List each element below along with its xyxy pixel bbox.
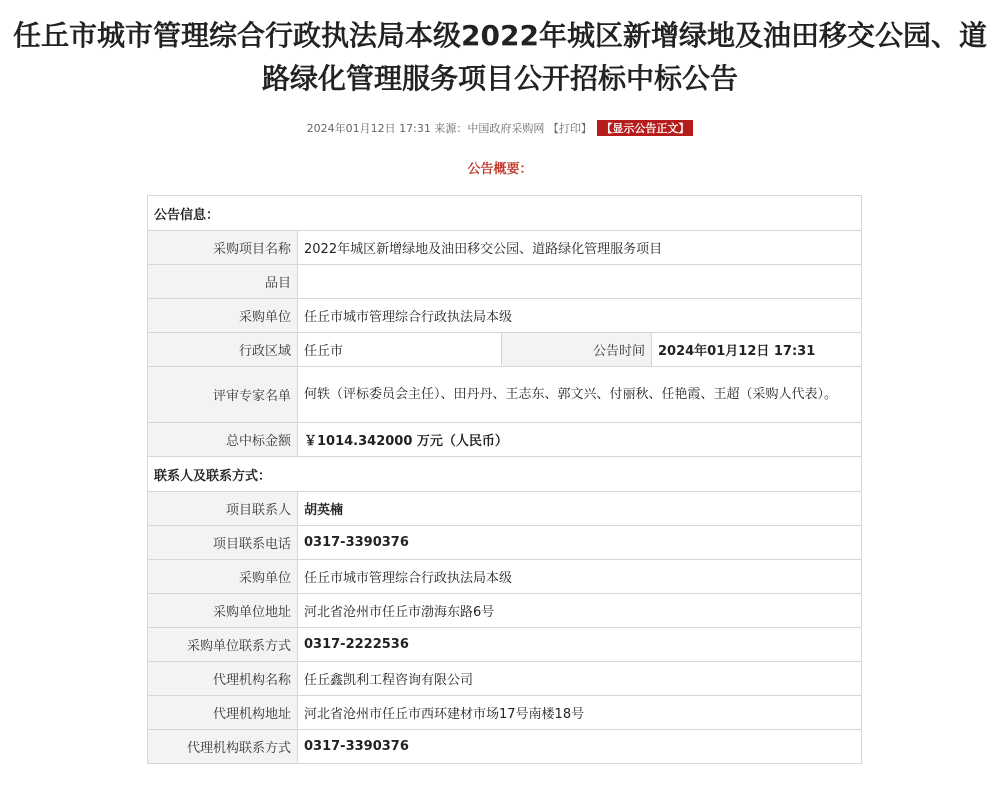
experts-value: 何轶（评标委员会主任）、田丹丹、王志东、郭文兴、付丽秋、任艳霞、王超（采购人代表）。 <box>298 367 862 423</box>
total-amount-value: ￥1014.342000 万元（人民币） <box>298 423 862 457</box>
purchaser-phone-label: 采购单位联系方式 <box>148 628 298 662</box>
region-label: 行政区域 <box>148 333 298 367</box>
announce-time-label: 公告时间 <box>502 333 652 367</box>
announce-time-value: 2024年01月12日 17:31 <box>652 333 862 367</box>
show-content-button[interactable]: 【显示公告正文】 <box>597 120 693 136</box>
contact-purchaser-label: 采购单位 <box>148 560 298 594</box>
table-row <box>148 265 862 299</box>
table-row <box>148 367 862 423</box>
table-row <box>148 423 862 457</box>
table-row <box>148 594 862 628</box>
agency-address-label: 代理机构地址 <box>148 696 298 730</box>
experts-label: 评审专家名单 <box>148 367 298 423</box>
table-row <box>148 231 862 265</box>
table-row <box>148 628 862 662</box>
project-name-value: 2022年城区新增绿地及油田移交公园、道路绿化管理服务项目 <box>298 231 862 265</box>
purchaser-label: 采购单位 <box>148 299 298 333</box>
section-info-header: 公告信息： <box>148 196 862 231</box>
purchaser-address-label: 采购单位地址 <box>148 594 298 628</box>
total-amount-label: 总中标金额 <box>148 423 298 457</box>
project-contact-label: 项目联系人 <box>148 492 298 526</box>
item-value <box>298 265 862 299</box>
region-value: 任丘市 <box>298 333 502 367</box>
table-row <box>148 333 862 367</box>
table-row <box>148 730 862 764</box>
table-row <box>148 560 862 594</box>
agency-address-value: 河北省沧州市任丘市西环建材市场17号南楼18号 <box>298 696 862 730</box>
project-name-label: 采购项目名称 <box>148 231 298 265</box>
meta-line <box>0 120 1000 136</box>
purchaser-value: 任丘市城市管理综合行政执法局本级 <box>298 299 862 333</box>
project-phone-label: 项目联系电话 <box>148 526 298 560</box>
item-label: 品目 <box>148 265 298 299</box>
announcement-table <box>147 195 862 764</box>
purchaser-phone-value: 0317-2222536 <box>298 628 862 662</box>
table-row <box>148 526 862 560</box>
page-title: 任丘市城市管理综合行政执法局本级2022年城区新增绿地及油田移交公园、道路绿化管理服务项目公开招标中标公告 <box>13 19 987 95</box>
print-link[interactable]: 【打印】 <box>547 122 592 135</box>
contact-purchaser-value: 任丘市城市管理综合行政执法局本级 <box>298 560 862 594</box>
table-row <box>148 492 862 526</box>
summary-title: 公告概要： <box>467 162 533 177</box>
project-contact-value: 胡英楠 <box>298 492 862 526</box>
agency-phone-label: 代理机构联系方式 <box>148 730 298 764</box>
table-row <box>148 299 862 333</box>
project-phone-value: 0317-3390376 <box>298 526 862 560</box>
agency-name-value: 任丘鑫凯利工程咨询有限公司 <box>298 662 862 696</box>
agency-phone-value: 0317-3390376 <box>298 730 862 764</box>
purchaser-address-value: 河北省沧州市任丘市渤海东路6号 <box>298 594 862 628</box>
table-row <box>148 696 862 730</box>
publish-date: 2024年01月12日 17:31 <box>306 122 431 135</box>
source-text: 来源：中国政府采购网 <box>434 122 545 135</box>
table-row <box>148 662 862 696</box>
section-contact-header: 联系人及联系方式： <box>148 457 862 492</box>
agency-name-label: 代理机构名称 <box>148 662 298 696</box>
